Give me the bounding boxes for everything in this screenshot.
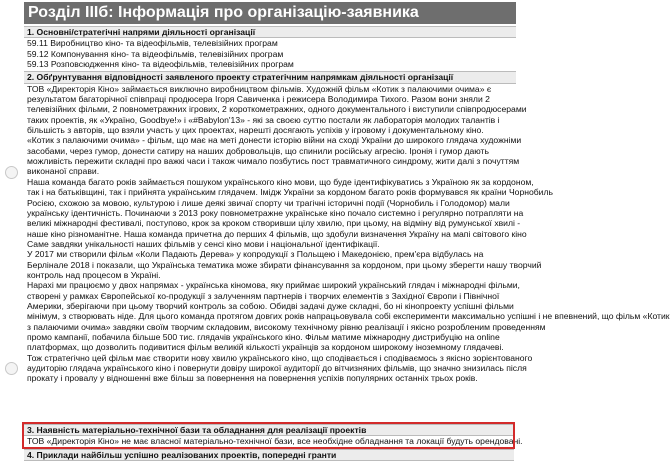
section-1-heading: 1. Основні/стратегічні напрями діяльності організації [24,26,516,38]
radio-button[interactable] [5,362,18,375]
text-line: У 2017 ми створили фільм «Коли Падають Дерева» у копродукції з Польщею і Македонією, прем'єра відбулась на [27,249,484,260]
radio-button[interactable] [5,166,18,179]
page-title: Розділ IIIб: Інформація про організацію-заявника [28,4,419,21]
text-line: можливість пережити складні про важкі часи і також чимало позбутись пост травматичного синдрому, жити далі з почуттям [27,156,520,167]
text-line: Нарахі ми працюємо у двох напрямах - українська кіномова, яку приймає широкий український глядач і міжнародні фільми, [27,280,520,291]
text-line: так і на батьківщині, так і прийнята українським глядачем. Імідж України за кордоном багато років формувався як країни Чорнобиль [27,187,553,198]
text-line: засобами, через гумор, донести сатиру на наших добровольців, що спинили російську агресію. Іронія і гумор дають [27,145,489,156]
text-line: мінімум, з створювать ніде. Для цього команда протягом довгих років напрацьовувала собі експерименти максимально успішні і не впевнений, що фільм «Котик [27,311,670,322]
section-2-content [24,83,670,384]
section-3-heading: 3. Наявність матеріально-технічної бази та обладнання для реалізації проектів [24,424,514,436]
section-2-heading: 2. Обґрунтування відповідності заявленого проекту стратегічним напрямкам діяльності організації [24,71,516,83]
text-line: Наша команда багато років займається пошуком українського кіно мови, що буде ідентифікуватись з Україною як за кордоном, [27,176,534,187]
text-line: наше кіно різноманітне. Наша команда причетна до перших 4 фільмів, що здобули визначення Україну на мапі світового кіно [27,228,527,239]
text-line: «Котик з палаючими очима» - фільм, що має на меті донести історію війни на сході України до широкого глядача художніми [27,135,522,146]
text-line: 59.12 Компонування кіно- та відеофільмів, телевізійних програм [27,48,284,59]
text-line: великі міжнародні фестивалі, поступово, крок за кроком створивши цілу хвилю, при цьому, на відміну від румунської хвилі - [27,218,521,229]
text-line: виконаної справи. [27,166,100,177]
text-line: аудиторію глядача українського кіно і повернути довіру широкої аудиторії до вітчизняних фільмів, що значно знизилась після [27,363,527,373]
text-line: 59.13 Розповсюдження кіно- та відеофільмів, телевізійних програм [27,59,294,70]
text-line: Росією, схожою за мовою, культурою і лише деякі звичаї спорту чи трагічні історичні події (Чорнобиль і Голодомор) мали [27,197,510,208]
section-3-content [24,436,523,447]
text-line: Саме завдяки унікальності наших фільмів у сенсі кіно мови і національної ідентифікації. [27,238,380,249]
text-line: телевізійних фільми, 2 повнометражних ігрових, 2 короткометражних, одного документального і виступили співпродюсерами [27,104,527,115]
section-3 [24,424,523,447]
text-line: Америки, зберігаючи при цьому творчий контроль за собою. Обидві задачі дуже складні, бо ні кінопроекту успішні фільми [27,300,514,311]
text-line: ТОВ «Директорія Кіно» не має власної матеріально-технічної бази, все необхідне обладнання та локації будуть орендовані. [27,436,523,447]
text-line: ТОВ «Директорія Кіно» займається виключно виробництвом фільмів. Художній фільм «Котик з палаючими очима» є [27,83,492,94]
text-line: 59.11 Виробництво кіно- та відеофільмів, телевізійних програм [27,38,278,49]
text-line: більшість з авторів, що взяли участь у цих проектах, нарешті досягають успіхів у ігровому і документальному кіно. [27,125,484,136]
text-line: результатом багаторічної співпраці продюсера Ігоря Савиченка і режисера Володимира Тихого. Разом вони зняли 2 [27,94,490,105]
text-line: з палаючими очима» завдяки своїм творчим складовим, високому технічному рівню реалізації і якісно розробленим проведенням [27,321,546,332]
text-line: платформах, що дозволить подивитися фільм великій кількості українців за кордоном широкому іноземному глядачеві. [27,342,504,353]
text-line: Тож стратегічно цей фільм має створити нову хвилю українського кіно, що сподівається і сподіваємось з якісно зорієнтованого [27,352,533,363]
form-body [24,26,670,384]
section-4 [24,449,514,461]
section-title-bar [24,2,516,24]
text-line: українську ідентичність. Починаючи з 2013 року повнометражне українське кіно почало системно і регулярно потрапляти на [27,207,524,218]
section-4-heading: 4. Приклади найбільш успішно реалізованих проектів, попередні гранти [24,449,514,461]
section-1-content [24,38,516,69]
text-line: Берлінале 2018 і показали, що Українська тематика може збирати фінансування за кордоном, при цьому зберегти нашу творчий [27,259,542,270]
text-line: прокату і провалу у відношенні вже більш за повернення на повернення успіхів популярних останніх трьох років. [27,373,478,384]
text-line: таких проектів, як «Україно, Goodbye!» і «#Babylon'13» - які за своєю суттю постали як лабораторія молодих талантів і [27,114,500,125]
text-line: промо кампанії, побачила більше 500 тис. глядачів українського кіно. Фільм матиме міжнародну дистрибуцію на online [27,331,500,342]
text-line: контроль над процесом в Україні. [27,269,161,280]
text-line: створені у рамках Європейської ко-продукції з залученням партнерів і творчих елементів з Західної Європи і Північної [27,290,500,301]
